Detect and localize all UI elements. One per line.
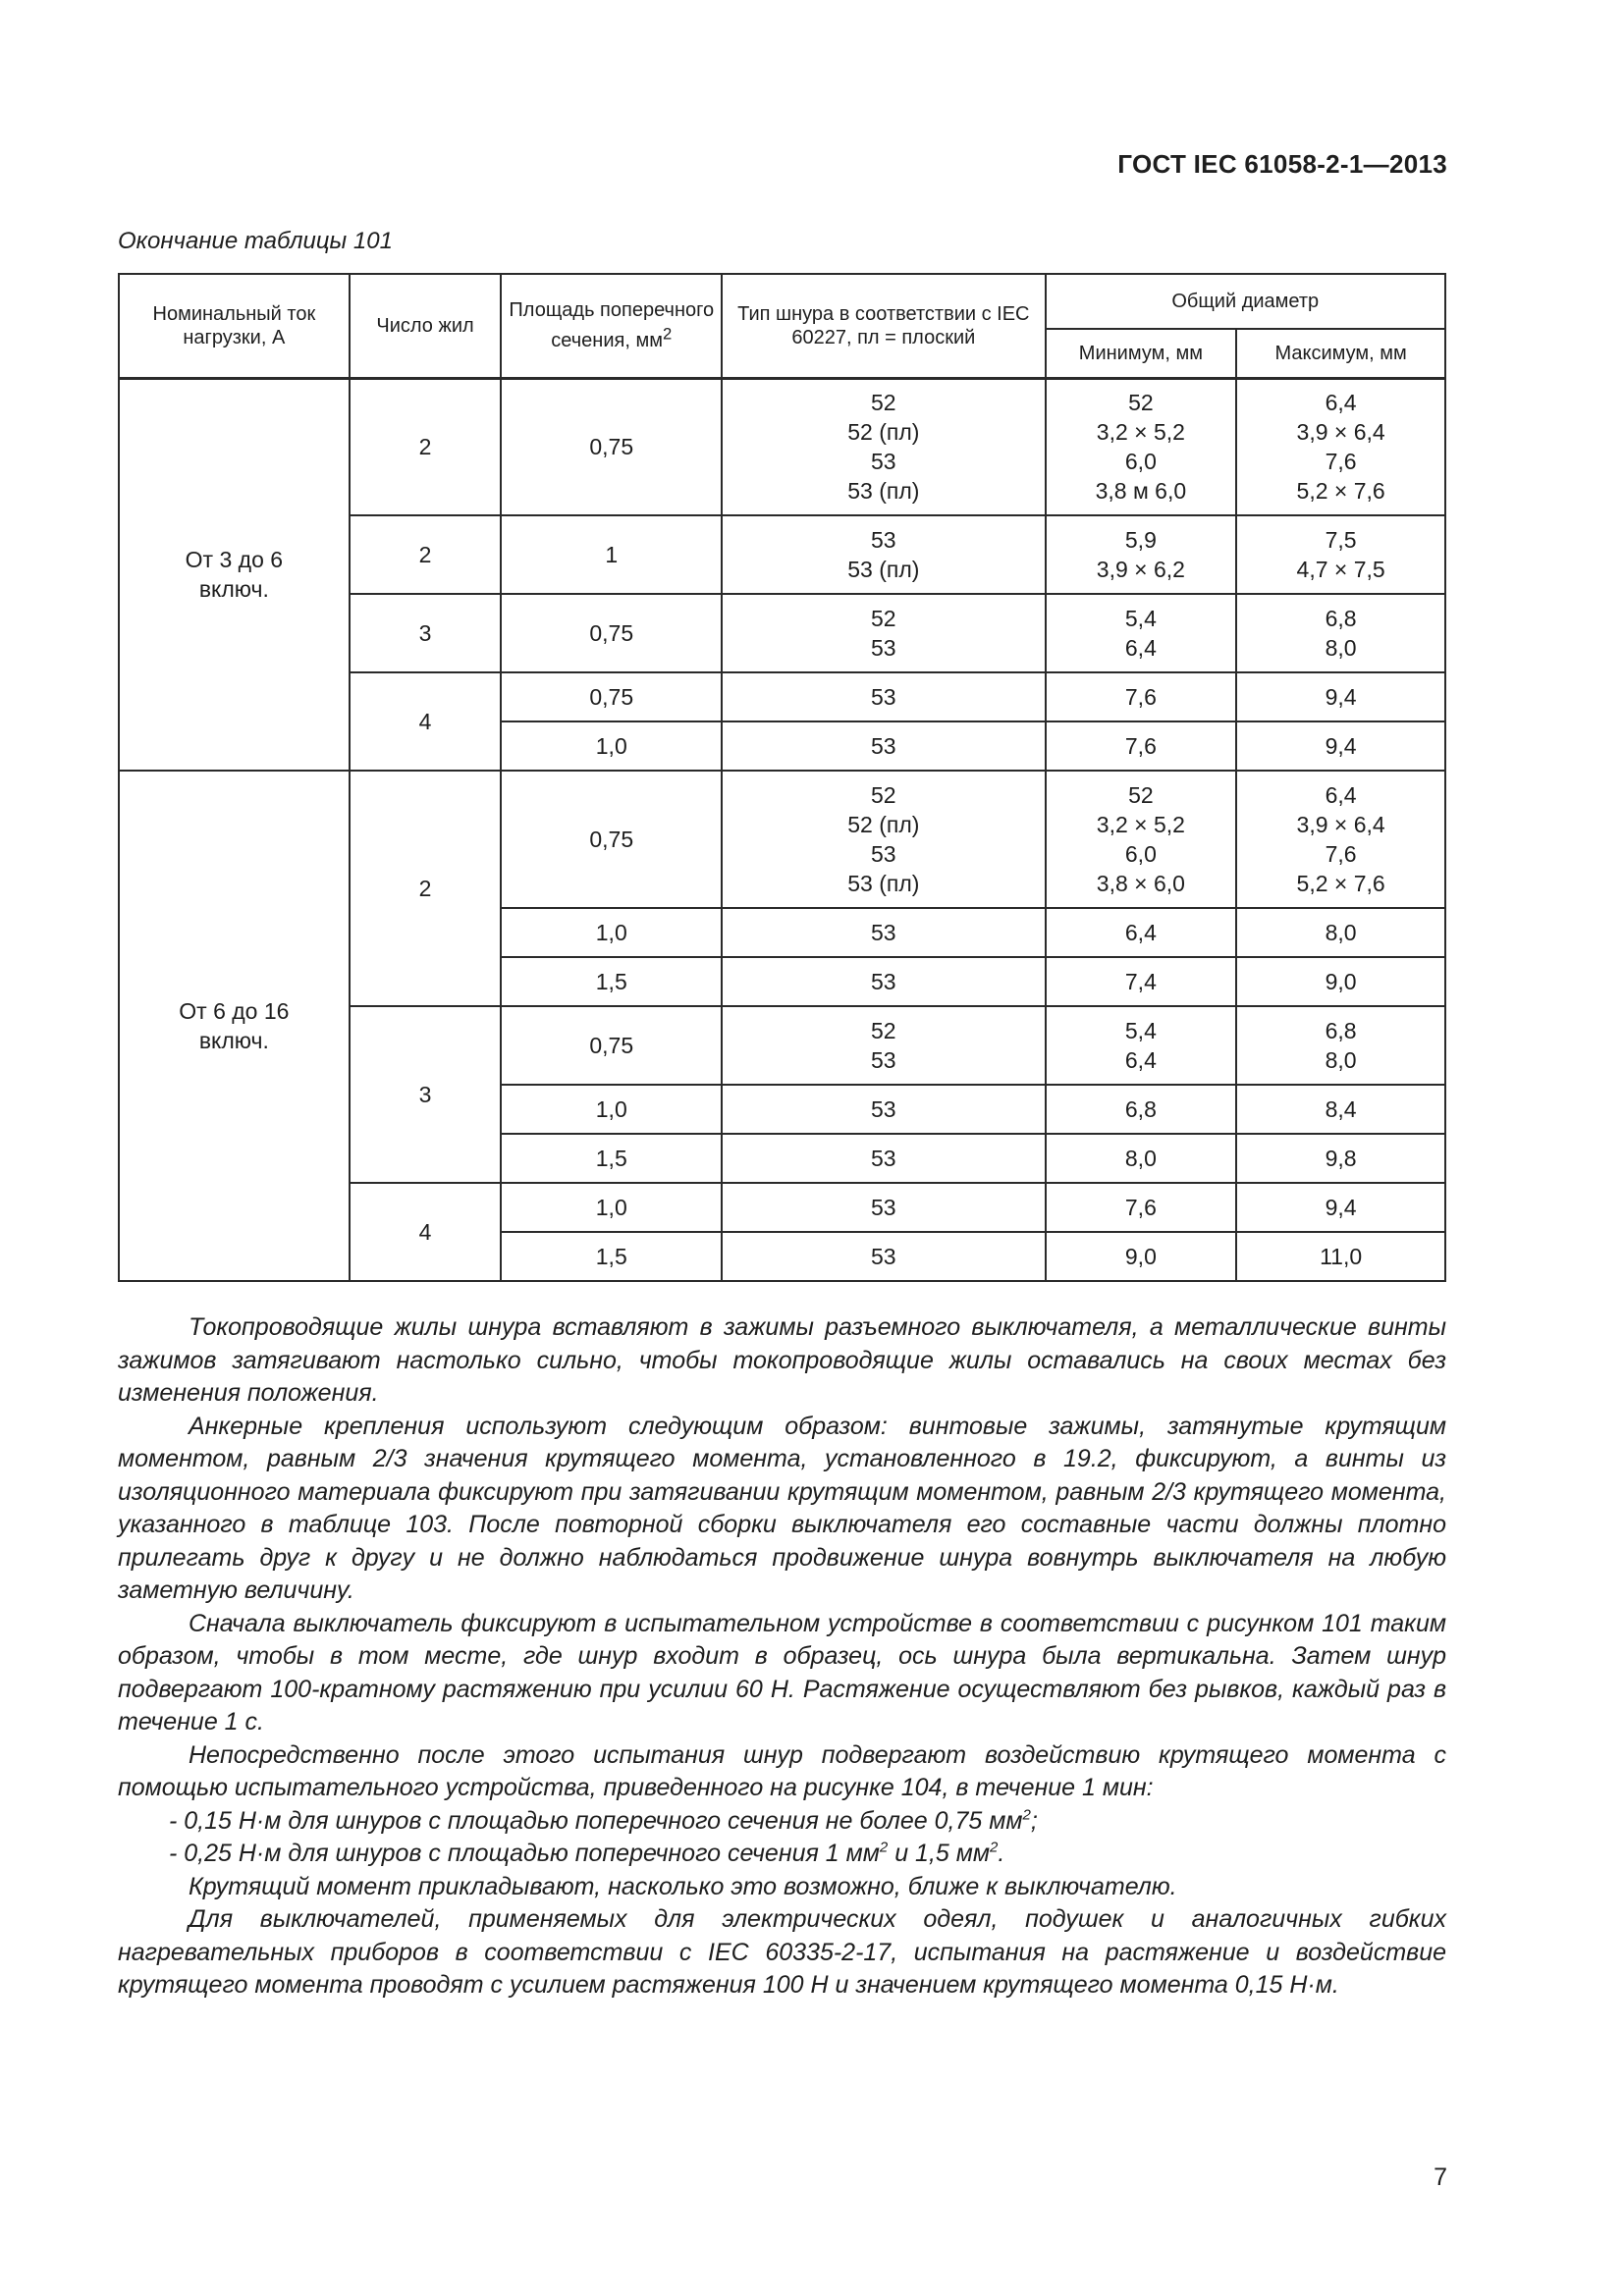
page-number: 7 — [1434, 2163, 1447, 2191]
max-cell: 6,8 8,0 — [1236, 594, 1445, 672]
min-cell: 8,0 — [1046, 1134, 1237, 1183]
header-min: Минимум, мм — [1046, 329, 1237, 378]
cores-cell: 3 — [350, 1006, 502, 1183]
cord-diameter-table — [118, 273, 1446, 1282]
max-cell: 9,0 — [1236, 957, 1445, 1006]
table-row — [119, 378, 1445, 515]
min-cell: 6,4 — [1046, 908, 1237, 957]
area-cell: 0,75 — [501, 594, 722, 672]
header-cord-type: Тип шнура в соответствии с IEC 60227, пл = плоский — [722, 274, 1045, 378]
area-cell: 1,5 — [501, 1232, 722, 1281]
max-cell: 9,4 — [1236, 672, 1445, 721]
cores-cell: 2 — [350, 771, 502, 1006]
max-cell: 6,4 3,9 × 6,4 7,6 5,2 × 7,6 — [1236, 378, 1445, 515]
min-cell: 7,6 — [1046, 1183, 1237, 1232]
area-cell: 1,0 — [501, 1183, 722, 1232]
cores-cell: 4 — [350, 672, 502, 771]
type-cell: 53 — [722, 1085, 1045, 1134]
paragraph: Токопроводящие жилы шнура вставляют в зажимы разъемного выключателя, а металлические винты зажимов затягивают настолько сильно, чтобы токопроводящие жилы оставались на своих местах без изменения положения. — [118, 1313, 1446, 1407]
max-cell: 11,0 — [1236, 1232, 1445, 1281]
area-cell: 0,75 — [501, 672, 722, 721]
type-cell: 53 — [722, 672, 1045, 721]
body-text — [118, 1311, 1446, 2002]
max-cell: 8,4 — [1236, 1085, 1445, 1134]
min-cell: 7,4 — [1046, 957, 1237, 1006]
paragraph: Для выключателей, применяемых для электрических одеял, подушек и аналогичных гибких нагревательных приборов в соответствии с IEC 60335-2-17, испытания на растяжение и воздействие крутящего момента проводят с усилием растяжения 100 Н и значением крутящего момента 0,15 Н·м. — [118, 1905, 1446, 1999]
type-cell: 53 — [722, 1232, 1045, 1281]
max-cell: 9,8 — [1236, 1134, 1445, 1183]
area-cell: 0,75 — [501, 1006, 722, 1085]
current-range-cell: От 3 до 6 включ. — [119, 378, 350, 771]
min-cell: 52 3,2 × 5,2 6,0 3,8 × 6,0 — [1046, 771, 1237, 908]
cores-cell: 4 — [350, 1183, 502, 1281]
paragraph: Сначала выключатель фиксируют в испытательном устройстве в соответствии с рисунком 101 таким образом, чтобы в том месте, где шнур входит в образец, ось шнура была вертикальна. Затем шнур подвергают 100-кратному растяжению при усилии 60 Н. Растяжение осуществляют без рывков, каждый раз в течение 1 с. — [118, 1609, 1446, 1735]
min-cell: 9,0 — [1046, 1232, 1237, 1281]
max-cell: 6,4 3,9 × 6,4 7,6 5,2 × 7,6 — [1236, 771, 1445, 908]
header-cores: Число жил — [350, 274, 502, 378]
min-cell: 7,6 — [1046, 672, 1237, 721]
type-cell: 53 — [722, 721, 1045, 771]
type-cell: 52 53 — [722, 594, 1045, 672]
current-range-cell: От 6 до 16 включ. — [119, 771, 350, 1281]
list-item: - 0,15 Н·м для шнуров с площадью поперечного сечения не более 0,75 $мм^2$; — [169, 1806, 1038, 1835]
header-cross-section: Площадь поперечного сечения, $мм^2$ — [501, 274, 722, 378]
header-rated-current: Номинальный ток нагрузки, А — [119, 274, 350, 378]
max-cell: 7,5 4,7 × 7,5 — [1236, 515, 1445, 594]
header-overall-diameter: Общий диаметр — [1046, 274, 1445, 329]
max-cell: 6,8 8,0 — [1236, 1006, 1445, 1085]
cores-cell: 2 — [350, 378, 502, 515]
max-cell: 9,4 — [1236, 721, 1445, 771]
paragraph: Крутящий момент прикладывают, насколько это возможно, ближе к выключателю. — [189, 1872, 1177, 1900]
min-cell: 5,4 6,4 — [1046, 594, 1237, 672]
type-cell: 52 53 — [722, 1006, 1045, 1085]
table-caption: Окончание таблицы 101 — [118, 228, 393, 254]
area-cell: 0,75 — [501, 378, 722, 515]
min-cell: 5,4 6,4 — [1046, 1006, 1237, 1085]
type-cell: 53 — [722, 1183, 1045, 1232]
cores-cell: 3 — [350, 594, 502, 672]
paragraph: Непосредственно после этого испытания шнур подвергают воздействию крутящего момента с помощью испытательного устройства, приведенного на рисунке 104, в течение 1 мин: — [118, 1740, 1446, 1801]
max-cell: 9,4 — [1236, 1183, 1445, 1232]
area-cell: 1,0 — [501, 1085, 722, 1134]
header-max: Максимум, мм — [1236, 329, 1445, 378]
type-cell: 53 53 (пл) — [722, 515, 1045, 594]
list-item: - 0,25 Н·м для шнуров с площадью поперечного сечения 1 $мм^2$ и 1,5 $мм^2$. — [169, 1839, 1005, 1867]
area-cell: 1,5 — [501, 957, 722, 1006]
max-cell: 8,0 — [1236, 908, 1445, 957]
min-cell: 6,8 — [1046, 1085, 1237, 1134]
document-header: ГОСТ IEC 61058-2-1—2013 — [1117, 149, 1447, 179]
min-cell: 7,6 — [1046, 721, 1237, 771]
paragraph: Анкерные крепления используют следующим образом: винтовые зажимы, затянутые крутящим моментом, равным 2/3 значения крутящего момента, установленного в 19.2, фиксируют, а винты из изоляционного материала фиксируют при затягивании крутящим моментом, равным 2/3 крутящего момента, указанного в таблице 103. После повторной сборки выключателя его составные части должны плотно прилегать друг к другу и не должно наблюдаться продвижение шнура вовнутрь выключателя на любую заметную величину. — [118, 1412, 1446, 1604]
type-cell: 52 52 (пл) 53 53 (пл) — [722, 378, 1045, 515]
cores-cell: 2 — [350, 515, 502, 594]
type-cell: 53 — [722, 957, 1045, 1006]
type-cell: 53 — [722, 1134, 1045, 1183]
min-cell: 5,9 3,9 × 6,2 — [1046, 515, 1237, 594]
min-cell: 52 3,2 × 5,2 6,0 3,8 м 6,0 — [1046, 378, 1237, 515]
area-cell: 1 — [501, 515, 722, 594]
area-cell: 1,5 — [501, 1134, 722, 1183]
type-cell: 52 52 (пл) 53 53 (пл) — [722, 771, 1045, 908]
area-cell: 1,0 — [501, 908, 722, 957]
area-cell: 1,0 — [501, 721, 722, 771]
type-cell: 53 — [722, 908, 1045, 957]
table-row — [119, 771, 1445, 908]
area-cell: 0,75 — [501, 771, 722, 908]
